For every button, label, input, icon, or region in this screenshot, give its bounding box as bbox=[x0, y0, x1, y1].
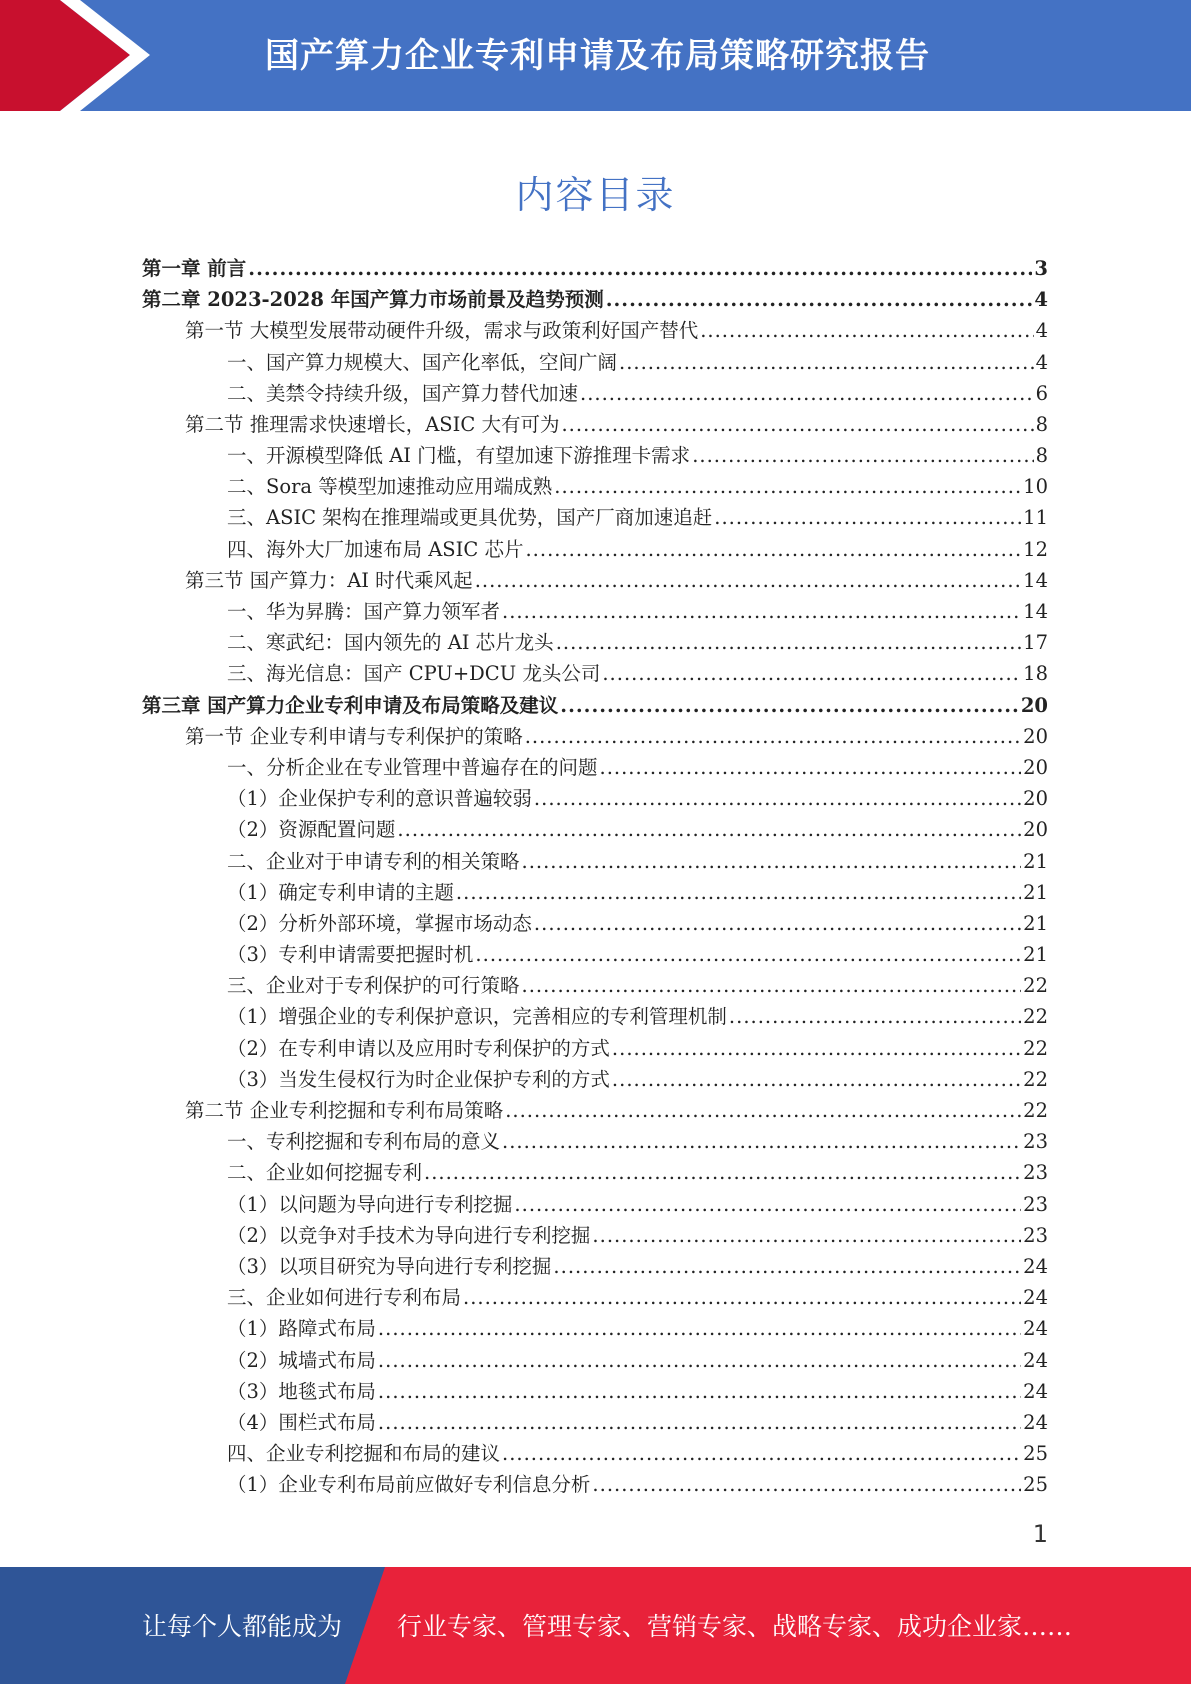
toc-entry-page: 21 bbox=[1023, 911, 1048, 935]
toc-leader-dots bbox=[560, 690, 1019, 721]
toc-leader-dots bbox=[248, 253, 1032, 284]
toc-entry-page: 18 bbox=[1023, 662, 1048, 686]
toc-leader-dots bbox=[502, 1126, 1021, 1157]
toc-entry-text: （1）企业保护专利的意识普遍较弱 bbox=[227, 787, 532, 811]
toc-entry-text: （1）企业专利布局前应做好专利信息分析 bbox=[227, 1473, 591, 1497]
header-arrow-graphic bbox=[0, 0, 160, 111]
toc-entry-text: 一、开源模型降低 AI 门槛，有望加速下游推理卡需求 bbox=[227, 444, 691, 468]
toc-entry-page: 3 bbox=[1034, 256, 1048, 280]
toc-entry[interactable] bbox=[142, 503, 1048, 534]
toc-leader-dots bbox=[553, 1251, 1021, 1282]
toc-leader-dots bbox=[424, 1157, 1021, 1188]
toc-entry-text: 一、分析企业在专业管理中普遍存在的问题 bbox=[227, 755, 598, 779]
toc-entry[interactable] bbox=[142, 627, 1048, 658]
toc-leader-dots bbox=[612, 1033, 1021, 1064]
footer-banner bbox=[0, 1567, 1191, 1684]
toc-entry-page: 20 bbox=[1023, 787, 1048, 811]
toc-leader-dots bbox=[502, 596, 1021, 627]
toc-entry[interactable] bbox=[142, 565, 1048, 596]
toc-entry[interactable] bbox=[142, 1157, 1048, 1188]
toc-entry[interactable] bbox=[142, 1376, 1048, 1407]
toc-entry-page: 23 bbox=[1023, 1161, 1048, 1185]
toc-entry[interactable] bbox=[142, 1438, 1048, 1469]
toc-entry-text: 第一节 大模型发展带动硬件升级，需求与政策利好国产替代 bbox=[185, 319, 699, 343]
toc-entry-page: 25 bbox=[1023, 1473, 1048, 1497]
toc-entry[interactable] bbox=[142, 1251, 1048, 1282]
toc-leader-dots bbox=[561, 409, 1033, 440]
report-title: 国产算力企业专利申请及布局策略研究报告 bbox=[265, 36, 930, 76]
toc-entry-text: 三、ASIC 架构在推理端或更具优势，国产厂商加速追赶 bbox=[227, 506, 713, 530]
toc-entry-page: 22 bbox=[1023, 1036, 1048, 1060]
toc-entry-text: （1）增强企业的专利保护意识，完善相应的专利管理机制 bbox=[227, 1005, 727, 1029]
toc-entry-page: 10 bbox=[1023, 475, 1048, 499]
toc-entry[interactable] bbox=[142, 970, 1048, 1001]
toc-entry-page: 20 bbox=[1023, 724, 1048, 748]
toc-leader-dots bbox=[378, 1376, 1021, 1407]
toc-entry[interactable] bbox=[142, 596, 1048, 627]
toc-leader-dots bbox=[534, 783, 1021, 814]
toc-entry-page: 20 bbox=[1023, 818, 1048, 842]
toc-entry-text: （4）围栏式布局 bbox=[227, 1410, 376, 1434]
toc-entry-text: 三、企业如何进行专利布局 bbox=[227, 1286, 462, 1310]
footer-slogan-left: 让每个人都能成为 bbox=[142, 1612, 343, 1641]
toc-entry-page: 25 bbox=[1023, 1442, 1048, 1466]
toc-leader-dots bbox=[592, 1469, 1021, 1500]
toc-leader-dots bbox=[522, 970, 1022, 1001]
toc-entry-page: 21 bbox=[1023, 849, 1048, 873]
toc-entry[interactable] bbox=[142, 721, 1048, 752]
toc-entry-page: 24 bbox=[1023, 1379, 1048, 1403]
toc-entry[interactable] bbox=[142, 1282, 1048, 1313]
toc-entry-text: （1）确定专利申请的主题 bbox=[227, 880, 454, 904]
toc-leader-dots bbox=[606, 284, 1033, 315]
toc-entry-page: 4 bbox=[1035, 319, 1048, 343]
toc-leader-dots bbox=[700, 315, 1033, 346]
toc-entry-page: 23 bbox=[1023, 1130, 1048, 1154]
toc-leader-dots bbox=[475, 939, 1021, 970]
toc-entry[interactable] bbox=[142, 378, 1048, 409]
toc-entry-text: 二、寒武纪：国内领先的 AI 芯片龙头 bbox=[227, 631, 554, 655]
toc-leader-dots bbox=[397, 814, 1021, 845]
toc-entry-page: 20 bbox=[1020, 693, 1048, 717]
toc-entry-page: 14 bbox=[1023, 568, 1048, 592]
toc-entry-text: 三、海光信息：国产 CPU+DCU 龙头公司 bbox=[227, 662, 601, 686]
toc-entry-text: 三、企业对于专利保护的可行策略 bbox=[227, 974, 520, 998]
toc-entry-text: 一、华为昇腾：国产算力领军者 bbox=[227, 600, 501, 624]
toc-leader-dots bbox=[592, 1220, 1021, 1251]
header-banner bbox=[0, 0, 1191, 111]
toc-leader-dots bbox=[525, 721, 1021, 752]
toc-entry-page: 6 bbox=[1035, 381, 1048, 405]
toc-leader-dots bbox=[554, 471, 1021, 502]
toc-entry-text: 第二节 推理需求快速增长，ASIC 大有可为 bbox=[185, 412, 560, 436]
toc-entry[interactable] bbox=[142, 315, 1048, 346]
toc-entry[interactable] bbox=[142, 1033, 1048, 1064]
toc-leader-dots bbox=[534, 908, 1021, 939]
toc-entry-text: （1）路障式布局 bbox=[227, 1317, 376, 1341]
toc-entry[interactable] bbox=[142, 1002, 1048, 1033]
toc-entry-text: （3）当发生侵权行为时企业保护专利的方式 bbox=[227, 1067, 610, 1091]
toc-entry-page: 21 bbox=[1023, 943, 1048, 967]
toc-entry-page: 24 bbox=[1023, 1348, 1048, 1372]
toc-leader-dots bbox=[714, 502, 1021, 533]
toc-entry[interactable] bbox=[142, 846, 1048, 877]
toc-entry[interactable] bbox=[142, 908, 1048, 939]
toc-entry[interactable] bbox=[142, 658, 1048, 689]
toc-entry-page: 24 bbox=[1023, 1410, 1048, 1434]
toc-entry-text: （2）以竞争对手技术为导向进行专利挖掘 bbox=[227, 1223, 591, 1247]
toc-leader-dots bbox=[456, 877, 1021, 908]
toc-leader-dots bbox=[692, 440, 1033, 471]
toc-entry[interactable] bbox=[142, 752, 1048, 783]
toc-entry-page: 12 bbox=[1023, 537, 1048, 561]
toc-entry-page: 24 bbox=[1023, 1317, 1048, 1341]
toc-entry-page: 8 bbox=[1035, 444, 1048, 468]
toc-entry-page: 8 bbox=[1035, 412, 1048, 436]
toc-entry-text: 二、Sora 等模型加速推动应用端成熟 bbox=[227, 475, 553, 499]
toc-entry-text: （3）地毯式布局 bbox=[227, 1379, 376, 1403]
toc-entry-text: 第一章 前言 bbox=[142, 256, 247, 280]
toc-entry[interactable] bbox=[142, 939, 1048, 970]
toc-entry-text: 第三章 国产算力企业专利申请及布局策略及建议 bbox=[142, 693, 559, 717]
toc-entry-text: （3）专利申请需要把握时机 bbox=[227, 943, 474, 967]
toc-entry-text: 第三节 国产算力：AI 时代乘风起 bbox=[185, 568, 473, 592]
toc-entry[interactable] bbox=[142, 1220, 1048, 1251]
toc-entry[interactable] bbox=[142, 1407, 1048, 1438]
toc-entry-text: 二、企业对于申请专利的相关策略 bbox=[227, 849, 520, 873]
toc-leader-dots bbox=[378, 1407, 1021, 1438]
toc-leader-dots bbox=[502, 1438, 1021, 1469]
toc-leader-dots bbox=[602, 658, 1021, 689]
toc-entry[interactable] bbox=[142, 814, 1048, 845]
toc-entry[interactable] bbox=[142, 409, 1048, 440]
page-number: 1 bbox=[1032, 1520, 1048, 1548]
toc-entry-text: （2）城墙式布局 bbox=[227, 1348, 376, 1372]
toc-entry-text: 第二节 企业专利挖掘和专利布局策略 bbox=[185, 1099, 504, 1123]
toc-entry-text: 一、专利挖掘和专利布局的意义 bbox=[227, 1130, 501, 1154]
toc-entry[interactable] bbox=[142, 1126, 1048, 1157]
toc-entry-text: （1）以问题为导向进行专利挖掘 bbox=[227, 1192, 513, 1216]
footer-slogan-right: 行业专家、管理专家、营销专家、战略专家、成功企业家…… bbox=[397, 1612, 1073, 1641]
toc-leader-dots bbox=[612, 1064, 1021, 1095]
toc-entry-page: 24 bbox=[1023, 1254, 1048, 1278]
toc-entry-text: 四、企业专利挖掘和布局的建议 bbox=[227, 1442, 501, 1466]
toc-entry[interactable] bbox=[142, 877, 1048, 908]
toc-entry-text: 二、企业如何挖掘专利 bbox=[227, 1161, 423, 1185]
toc-entry[interactable] bbox=[142, 690, 1048, 721]
toc-entry-text: 第一节 企业专利申请与专利保护的策略 bbox=[185, 724, 523, 748]
toc-entry-text: （2）在专利申请以及应用时专利保护的方式 bbox=[227, 1036, 610, 1060]
toc-entry[interactable] bbox=[142, 347, 1048, 378]
toc-leader-dots bbox=[475, 565, 1021, 596]
toc-entry[interactable] bbox=[142, 534, 1048, 565]
toc-entry-page: 22 bbox=[1023, 1005, 1048, 1029]
toc-entry-page: 4 bbox=[1035, 350, 1048, 374]
toc-leader-dots bbox=[514, 1189, 1021, 1220]
toc-entry-text: （2）分析外部环境，掌握市场动态 bbox=[227, 911, 532, 935]
toc-leader-dots bbox=[378, 1313, 1021, 1344]
toc-leader-dots bbox=[505, 1095, 1021, 1126]
toc-entry[interactable] bbox=[142, 1189, 1048, 1220]
toc-entry[interactable] bbox=[142, 471, 1048, 502]
toc-entry[interactable] bbox=[142, 284, 1048, 315]
toc-entry-page: 23 bbox=[1023, 1223, 1048, 1247]
toc-leader-dots bbox=[378, 1345, 1021, 1376]
toc-entry-text: 二、美禁令持续升级，国产算力替代加速 bbox=[227, 381, 579, 405]
toc-entry-page: 20 bbox=[1023, 755, 1048, 779]
toc-entry-page: 21 bbox=[1023, 880, 1048, 904]
toc-entry[interactable] bbox=[142, 1313, 1048, 1344]
toc-entry[interactable] bbox=[142, 253, 1048, 284]
toc-entry-page: 11 bbox=[1023, 506, 1048, 530]
toc-entry-page: 24 bbox=[1023, 1286, 1048, 1310]
toc-leader-dots bbox=[525, 534, 1021, 565]
toc-entry-text: （2）资源配置问题 bbox=[227, 818, 396, 842]
toc-entry-page: 22 bbox=[1023, 974, 1048, 998]
toc-entry-text: 四、海外大厂加速布局 ASIC 芯片 bbox=[227, 537, 524, 561]
toc-entry[interactable] bbox=[142, 1469, 1048, 1500]
toc-entry[interactable] bbox=[142, 1095, 1048, 1126]
toc-entry[interactable] bbox=[142, 440, 1048, 471]
toc-leader-dots bbox=[556, 627, 1021, 658]
toc-entry-page: 17 bbox=[1023, 631, 1048, 655]
toc-entry-text: 第二章 2023-2028 年国产算力市场前景及趋势预测 bbox=[142, 288, 604, 312]
toc-entry[interactable] bbox=[142, 783, 1048, 814]
toc-entry-text: 一、国产算力规模大、国产化率低，空间广阔 bbox=[227, 350, 618, 374]
toc-entry-text: （3）以项目研究为导向进行专利挖掘 bbox=[227, 1254, 552, 1278]
toc-entry[interactable] bbox=[142, 1064, 1048, 1095]
toc-entry-page: 23 bbox=[1023, 1192, 1048, 1216]
toc-entry-page: 4 bbox=[1034, 288, 1048, 312]
toc-leader-dots bbox=[619, 347, 1034, 378]
toc-leader-dots bbox=[522, 846, 1022, 877]
toc-leader-dots bbox=[600, 752, 1022, 783]
toc-leader-dots bbox=[729, 1001, 1021, 1032]
toc-entry-page: 22 bbox=[1023, 1099, 1048, 1123]
toc-leader-dots bbox=[463, 1282, 1021, 1313]
toc-entry-page: 14 bbox=[1023, 600, 1048, 624]
table-of-contents bbox=[142, 253, 1048, 1501]
toc-entry[interactable] bbox=[142, 1345, 1048, 1376]
toc-leader-dots bbox=[580, 378, 1034, 409]
toc-entry-page: 22 bbox=[1023, 1067, 1048, 1091]
toc-heading: 内容目录 bbox=[515, 173, 676, 217]
